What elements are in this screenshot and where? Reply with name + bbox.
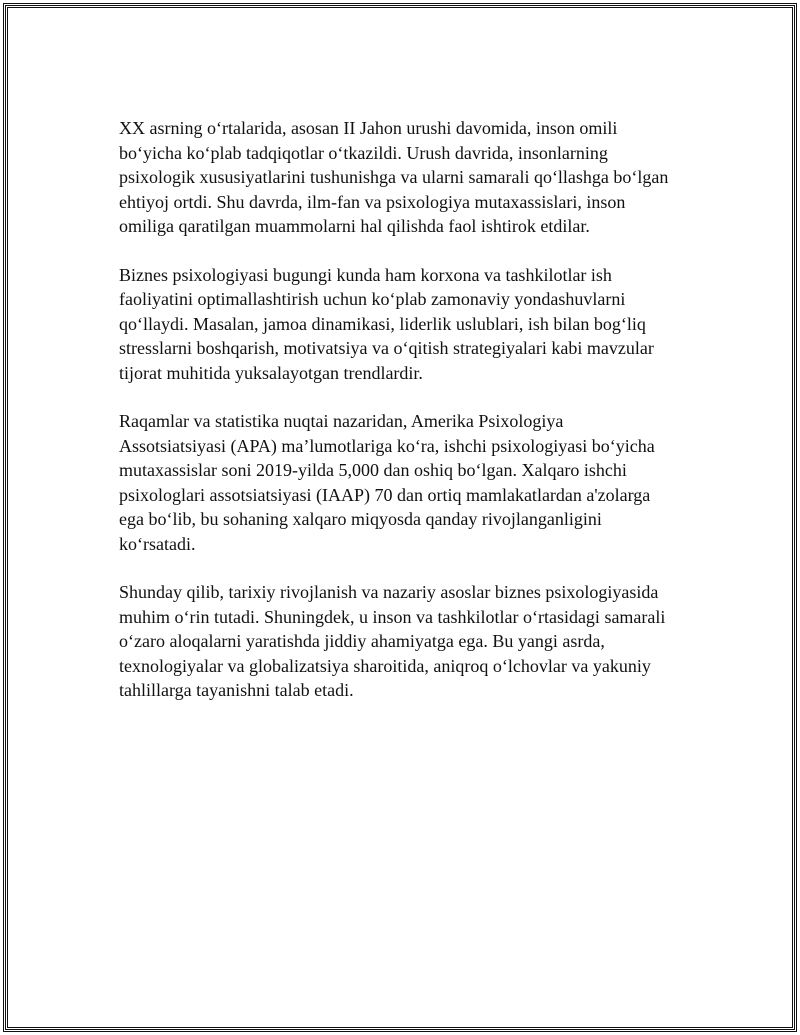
text-line: XX asrning o‘rtalarida, asosan II Jahon urushi davomida, inson omili — [119, 118, 618, 138]
text-line: omiliga qaratilgan muammolarni hal qilishda faol ishtirok etdilar. — [119, 216, 590, 236]
text-line: Assotsiatsiyasi (APA) ma’lumotlariga ko‘ra, ishchi psixologiyasi bo‘yicha — [119, 435, 655, 456]
text-line: ehtiyoj ortdi. Shu davrda, ilm-fan va psixologiya mutaxassislari, inson — [119, 191, 626, 212]
paragraph-4 — [119, 580, 679, 703]
text-line: mutaxassislar soni 2019-yilda 5,000 dan oshiq bo‘lgan. Xalqaro ishchi — [119, 460, 627, 480]
text-line: texnologiyalar va globalizatsiya sharoitida, aniqroq o‘lchovlar va yakuniy — [119, 655, 651, 676]
text-line: bo‘yicha ko‘plab tadqiqotlar o‘tkazildi. Urush davrida, insonlarning — [119, 142, 608, 163]
text-line: faoliyatini optimallashtirish uchun ko‘plab zamonaviy yondashuvlarni — [119, 289, 626, 309]
document-body — [119, 116, 679, 727]
text-line: qo‘llaydi. Masalan, jamoa dinamikasi, liderlik uslublari, ish bilan bog‘liq — [119, 313, 646, 334]
text-line: psixologik xususiyatlarini tushunishga va ularni samarali qo‘llashga bo‘lgan — [119, 167, 669, 187]
paragraph-3 — [119, 409, 679, 556]
text-line: tahlillarga tayanishni talab etadi. — [119, 680, 354, 700]
paragraph-1 — [119, 116, 679, 239]
text-line: stresslarni boshqarish, motivatsiya va o‘qitish strategiyalari kabi mavzular — [119, 338, 654, 358]
text-line: psixologlari assotsiatsiyasi (IAAP) 70 dan ortiq mamlakatlardan a'zolarga — [119, 484, 651, 505]
text-line: o‘zaro aloqalarni yaratishda jiddiy ahamiyatga ega. Bu yangi asrda, — [119, 631, 605, 651]
text-line: muhim o‘rin tutadi. Shuningdek, u inson va tashkilotlar o‘rtasidagi samarali — [119, 606, 666, 627]
text-line: ko‘rsatadi. — [119, 533, 196, 554]
text-line: Biznes psixologiyasi bugungi kunda ham korxona va tashkilotlar ish — [119, 264, 612, 285]
text-line: Shunday qilib, tarixiy rivojlanish va nazariy asoslar biznes psixologiyasida — [119, 582, 659, 602]
paragraph-2 — [119, 263, 679, 386]
text-line: Raqamlar va statistika nuqtai nazaridan, Amerika Psixologiya — [119, 411, 564, 431]
text-line: ega bo‘lib, bu sohaning xalqaro miqyosda qanday rivojlanganligini — [119, 509, 602, 529]
text-line: tijorat muhitida yuksalayotgan trendlardir. — [119, 362, 423, 383]
